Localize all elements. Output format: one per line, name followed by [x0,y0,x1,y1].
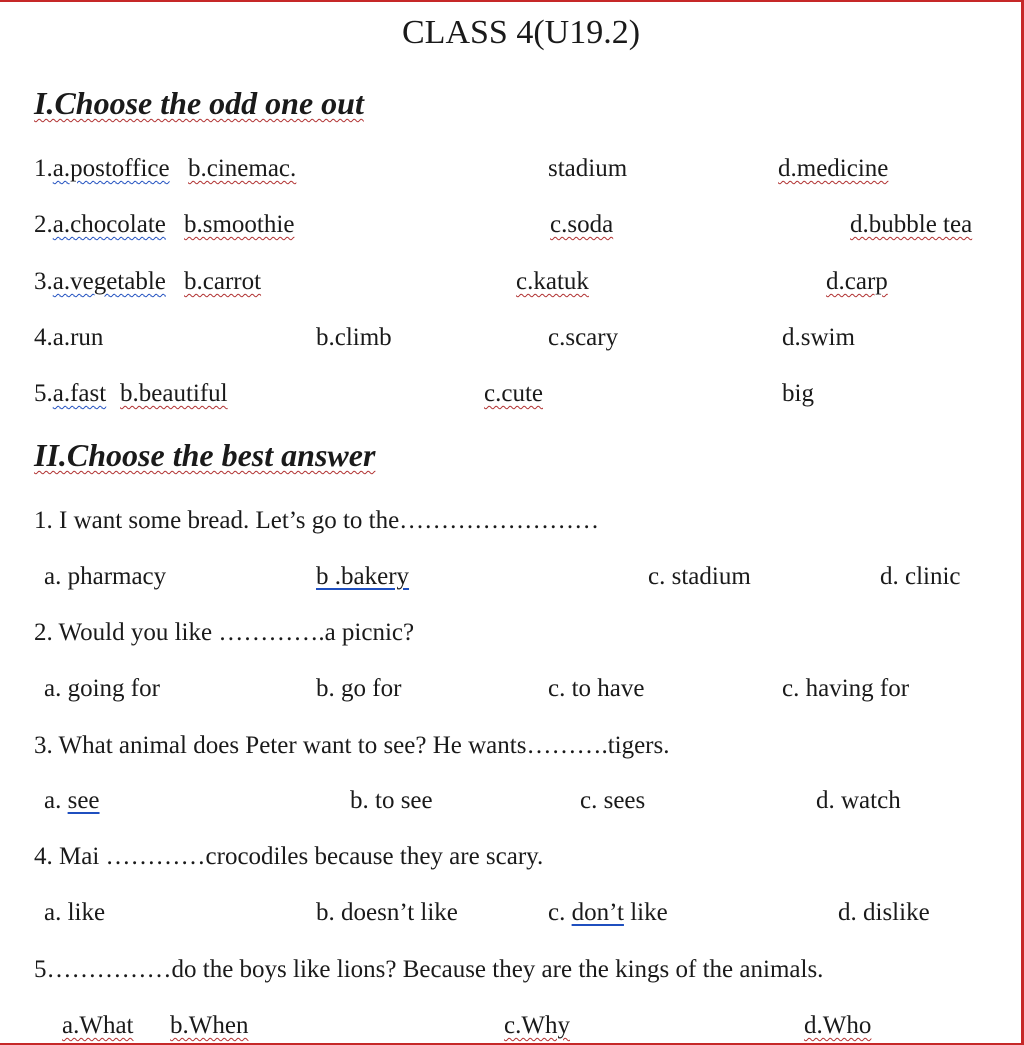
s2-q4-d: d. dislike [838,899,930,926]
s1-row4-b: b.climb [316,324,392,351]
s2-q5-text: 5……………do the boys like lions? Because they are the kings of the animals. [34,956,824,983]
s2-q2-b: b. go for [316,675,402,702]
s1-row2-a: 2.a.chocolate [34,211,166,238]
s1-row5-b: b.beautiful [120,380,228,407]
s1-row1-b: b.cinemac. [188,155,297,182]
page-title: CLASS 4(U19.2) [402,14,641,51]
s2-q1-text: 1. I want some bread. Let’s go to the…………………… [34,507,600,534]
s1-row3-b: b.carrot [184,268,262,295]
section2-heading: II.Choose the best answer [34,437,376,473]
s1-row2-b: b.smoothie [184,211,295,238]
s2-q1-c: c. stadium [648,563,751,590]
section1-heading: I.Choose the odd one out [34,85,364,121]
s2-q3-c: c. sees [580,787,646,814]
s2-q4-text: 4. Mai …………crocodiles because they are scary. [34,843,544,870]
s2-q1-b: b .bakery [316,563,410,590]
s1-row5-d: big [782,380,814,407]
s2-q5-a: a.What [62,1012,134,1039]
s2-q5-c: c.Why [504,1012,570,1039]
s2-q1-a: a. pharmacy [44,563,167,590]
s1-row4-a: 4.a.run [34,324,104,351]
s1-row2-c: c.soda [550,211,614,238]
s2-q4-b: b. doesn’t like [316,899,458,926]
s2-q3-a: a. see [44,787,100,814]
s2-q2-text: 2. Would you like ………….a picnic? [34,619,415,646]
s2-q2-c: c. to have [548,675,645,702]
s2-q3-d: d. watch [816,787,901,814]
s1-row5-a: 5.a.fast [34,380,107,407]
s2-q5-d: d.Who [804,1012,872,1039]
s2-q4-c: c. don’t like [548,899,668,926]
s1-row4-c: c.scary [548,324,619,351]
s1-row5-c: c.cute [484,380,543,407]
s1-row3-a: 3.a.vegetable [34,268,166,295]
s2-q3-text: 3. What animal does Peter want to see? He wants……….tigers. [34,732,670,759]
s1-row2-d: d.bubble tea [850,211,973,238]
s1-row3-c: c.katuk [516,268,589,295]
s1-row4-d: d.swim [782,324,855,351]
s1-row1-d: d.medicine [778,155,889,182]
s1-row1-a: 1.a.postoffice [34,155,170,182]
s2-q3-b: b. to see [350,787,433,814]
s2-q5-b: b.When [170,1012,249,1039]
s1-row3-d: d.carp [826,268,888,295]
s2-q2-a: a. going for [44,675,160,702]
s2-q1-d: d. clinic [880,563,961,590]
s1-row1-c: stadium [548,155,628,182]
s2-q2-d: c. having for [782,675,910,702]
s2-q4-a: a. like [44,899,106,926]
